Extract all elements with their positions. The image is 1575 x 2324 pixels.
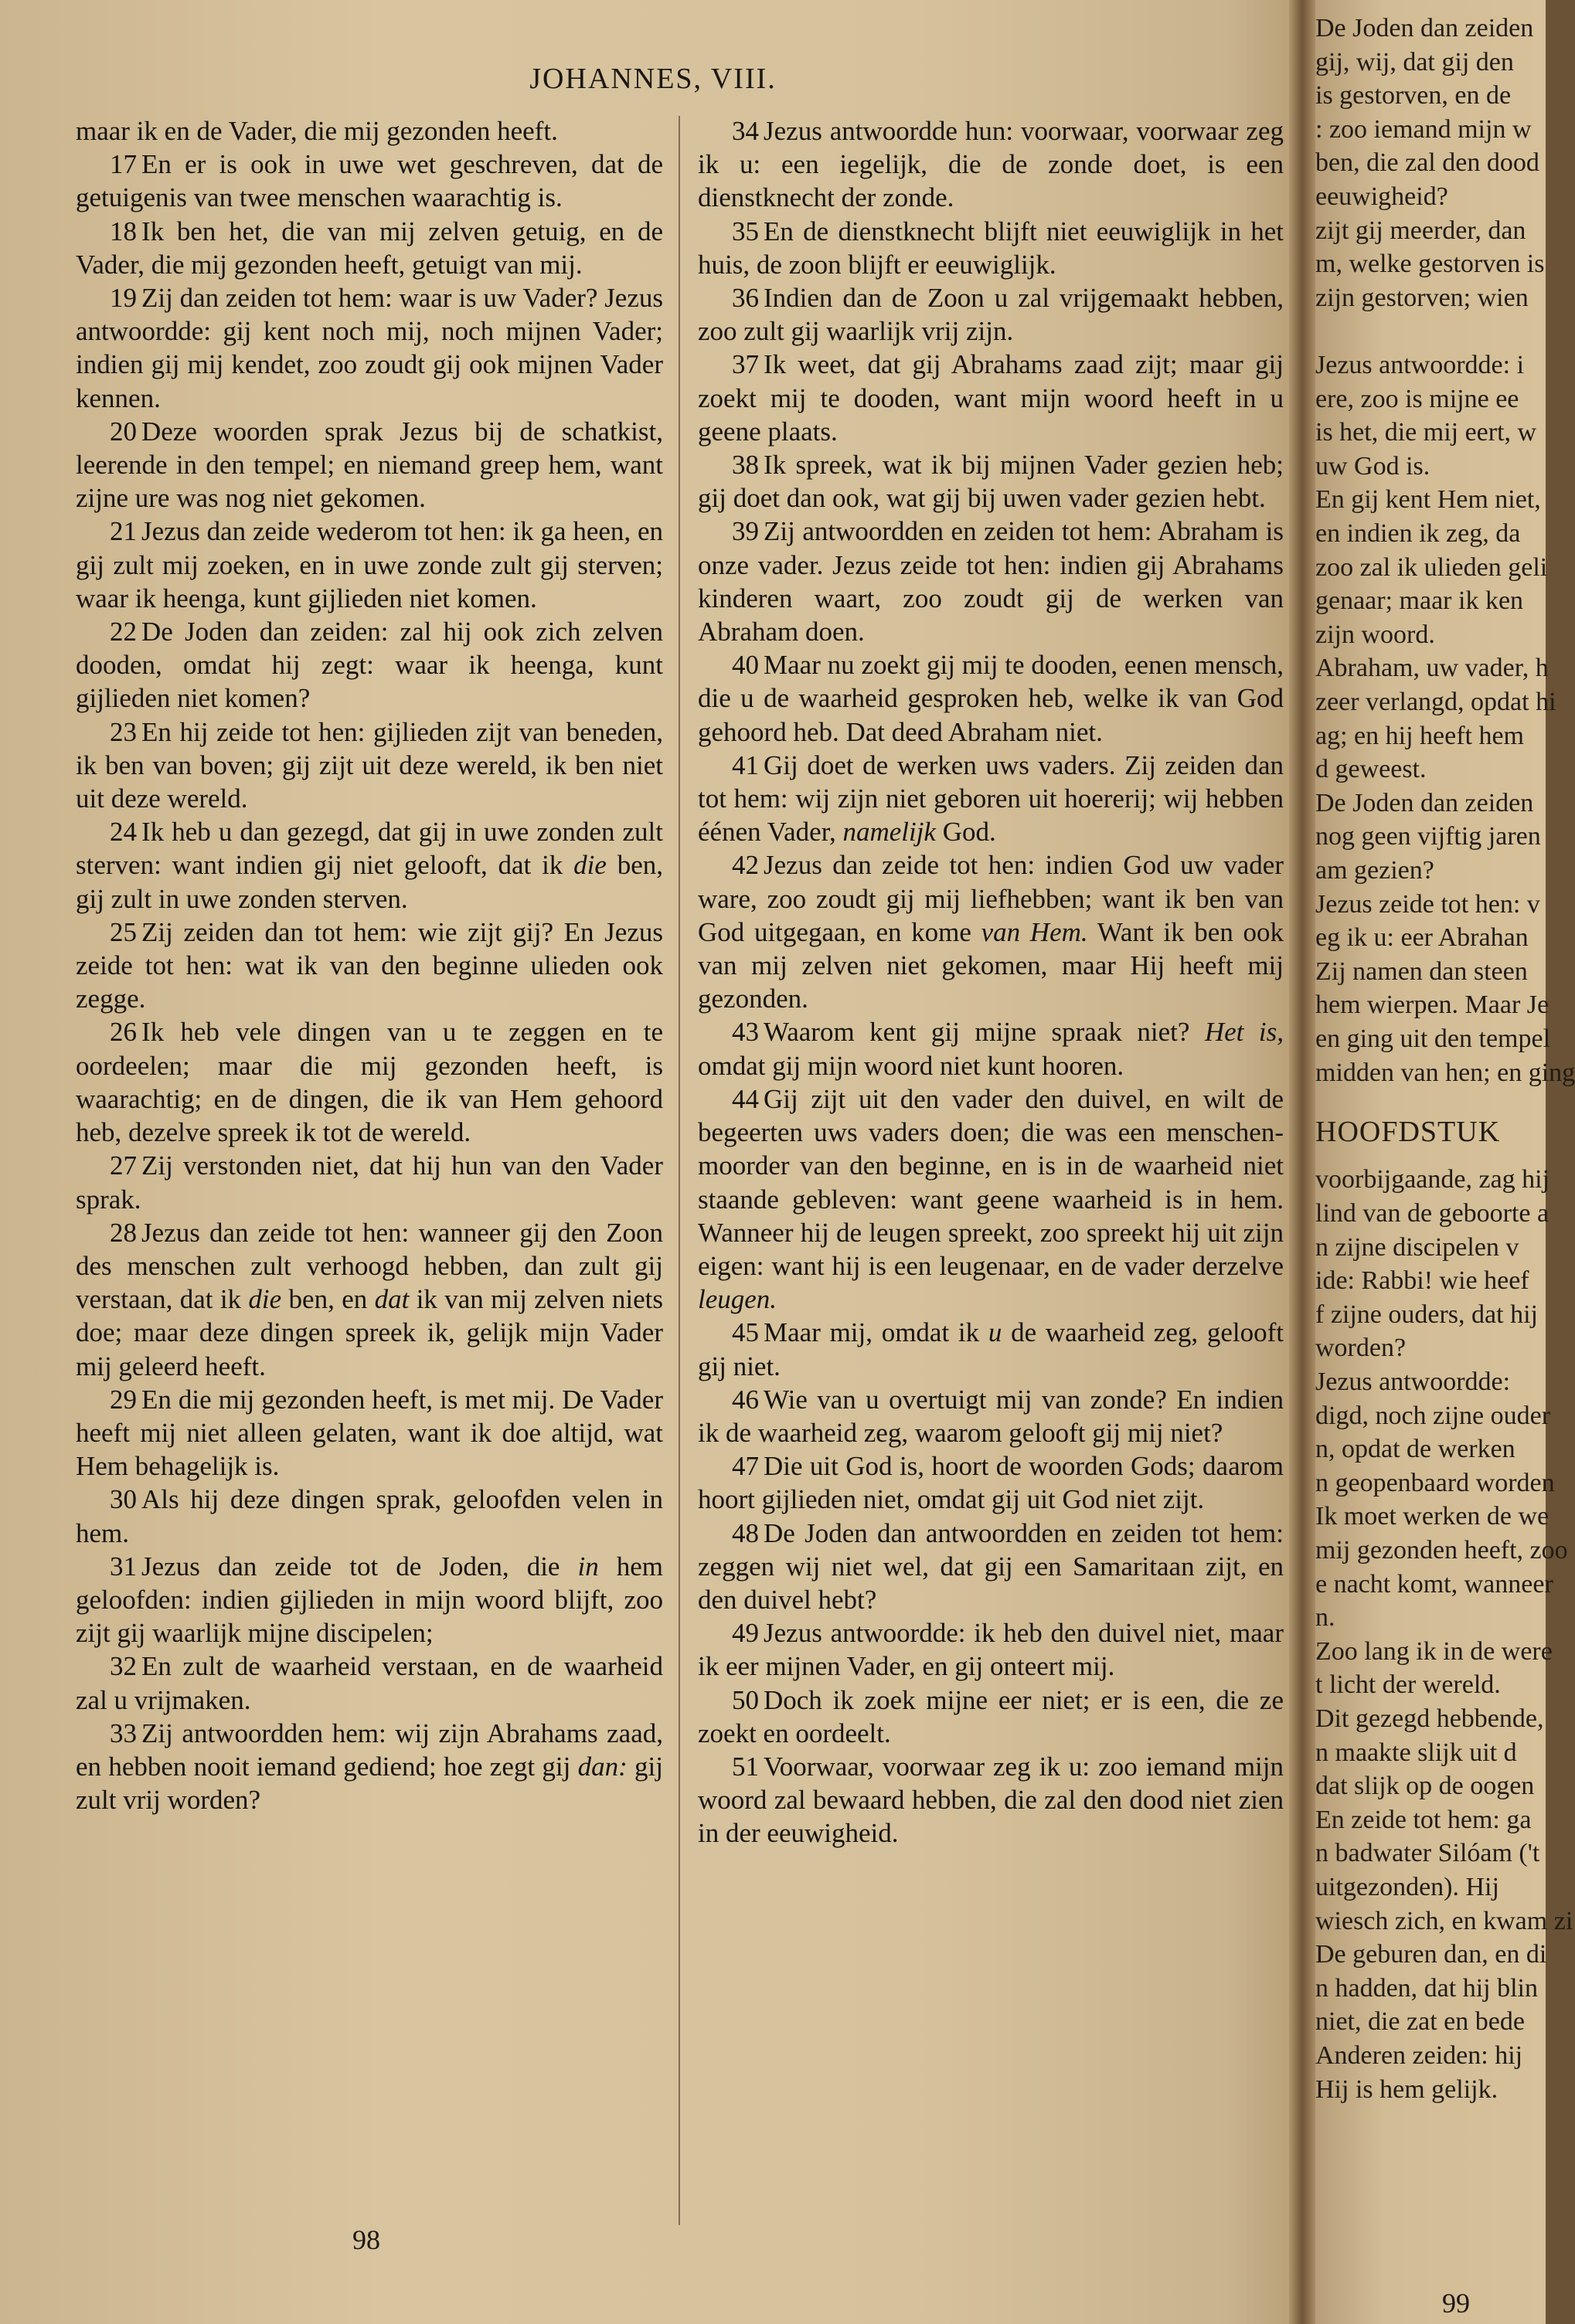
verse-number: 33 — [110, 1718, 137, 1748]
verse-number: 31 — [110, 1551, 137, 1582]
right-page-line: am gezien? — [1315, 856, 1434, 885]
verse-number: 22 — [110, 617, 137, 647]
verse-number: 34 — [732, 116, 759, 146]
right-page-line: genaar; maar ik ken — [1315, 586, 1524, 616]
verse-text: Die uit God is, hoort de woorden Gods; daarom hoort gijlieden niet, omdat gij uit God niet zijt. — [698, 1451, 1284, 1515]
verse-number: 40 — [732, 650, 759, 681]
right-page-line: dat slijk op de oogen — [1315, 1772, 1535, 1801]
verse-number: 30 — [110, 1484, 137, 1515]
verse-number: 46 — [732, 1384, 759, 1415]
right-page-line: en ging uit den tempel — [1315, 1024, 1551, 1053]
text-column-right — [698, 114, 1284, 1850]
verse — [76, 815, 663, 916]
right-page-line: en indien ik zeg, da — [1315, 519, 1521, 548]
verse-number: 39 — [732, 516, 759, 547]
right-page-line: eg ik u: eer Abrahan — [1315, 923, 1529, 953]
verse — [698, 1449, 1284, 1516]
verse-text: Maar mij, omdat ik — [764, 1317, 988, 1348]
verse-text: Zij zeiden dan tot hem: wie zijt gij? En Jezus zeide tot hen: wat ik van den beginne ulieden ook zegge. — [76, 916, 663, 1014]
right-page-line: n, opdat de werken — [1315, 1435, 1515, 1464]
verse — [76, 615, 663, 715]
right-page-line: Anderen zeiden: hij — [1315, 2041, 1523, 2070]
verse-number: 24 — [110, 817, 137, 848]
verse-text: Jezus dan zeide tot hen: wanneer gij den Zoon des menschen zult verhoogd hebben, dan zult gij verstaan, dat ik — [76, 1217, 663, 1315]
right-page-line: zijn woord. — [1315, 620, 1435, 649]
verse-text: En hij zeide tot hen: gijlieden zijt van beneden, ik ben van boven; gij zijt uit deze wereld, ik ben niet uit deze wereld. — [76, 716, 663, 814]
verse-number: 50 — [732, 1684, 759, 1715]
verse — [698, 1616, 1284, 1683]
verse — [698, 1015, 1284, 1082]
right-page-line: zijn gestorven; wien — [1315, 283, 1529, 312]
verse — [698, 1383, 1284, 1449]
verse-number: 27 — [110, 1150, 137, 1181]
verse-text: hem geloofden: indien gijlieden in mijn woord blijft, zoo zijt gij waarlijk mijne discipelen; — [76, 1551, 663, 1649]
running-head: JOHANNES, VIII. — [529, 63, 777, 95]
verse — [76, 1483, 663, 1549]
verse-text: Voorwaar, voorwaar zeg ik u: zoo iemand mijn woord zal bewaard hebben, die zal den dood niet zien in der eeuwigheid. — [698, 1751, 1284, 1849]
verse-number: 36 — [732, 283, 759, 314]
verse — [76, 916, 663, 1016]
page-number-left: 98 — [352, 2224, 380, 2255]
page-number-right: 99 — [1442, 2288, 1470, 2319]
italic-text: dat — [374, 1284, 410, 1315]
right-page-line: worden? — [1315, 1334, 1407, 1363]
verse — [698, 1684, 1284, 1750]
verse — [698, 215, 1284, 281]
verse — [698, 281, 1284, 348]
verse-text: Zij antwoordden hem: wij zijn Abrahams zaad, en hebben nooit iemand gediend; hoe zegt gij — [76, 1718, 663, 1782]
verse — [76, 715, 663, 816]
verse-text: De Joden dan zeiden: zal hij ook zich zelven dooden, omdat hij zegt: waar ik heenga, kunt gijlieden niet komen? — [76, 617, 663, 714]
verse — [76, 1015, 663, 1149]
verse-text: Gij zijt uit den vader den duivel, en wilt de begeerten uws vaders doen; die was een menschen-moorder van den beginne, en is in de waarheid niet staande gebleven: want geene waarheid is in hem. Wanneer hij de leugen spreekt, zoo spreekt hij uit zijn eigen: want hij is een leugenaar, en de vader derzelve — [698, 1083, 1284, 1281]
right-page-line: nog geen vijftig jaren — [1315, 822, 1541, 851]
verse-text: Jezus dan zeide tot hen: indien God uw vader ware, zoo zoudt gij mij liefhebben; want ik ben van God uitgegaan, en kome — [698, 850, 1284, 947]
verse-number: 26 — [110, 1017, 137, 1048]
verse-text: ben, en — [281, 1284, 375, 1315]
verse-text: Gij doet de werken uws vaders. Zij zeiden dan tot hem: wij zijn niet geboren uit hoererij; wij hebben éénen Vader, — [698, 749, 1284, 848]
verse-text: Zij verstonden niet, dat hij hun van den Vader sprak. — [76, 1150, 663, 1215]
verse-text: Jezus antwoordde: ik heb den duivel niet, maar ik eer mijnen Vader, en gij onteert mij. — [698, 1618, 1284, 1682]
italic-text: u — [988, 1317, 1002, 1348]
verse — [698, 848, 1284, 1015]
verse-text: De Joden dan antwoordden en zeiden tot hem: zeggen wij niet wel, dat gij een Samaritaan zijt, en den duivel hebt? — [698, 1517, 1284, 1615]
right-page-line: hem wierpen. Maar Je — [1315, 990, 1549, 1020]
right-page-line: wiesch zich, en kwam zi — [1315, 1906, 1573, 1935]
right-page-line: ben, die zal den dood — [1315, 148, 1539, 178]
verse-number: 45 — [732, 1317, 759, 1348]
verse-text: gij zult vrij worden? — [76, 1751, 663, 1816]
verse-text: Deze woorden sprak Jezus bij de schatkist, leerende in den tempel; en niemand greep hem, want zijne ure was nog niet gekomen. — [76, 416, 663, 514]
verse-number: 18 — [110, 216, 137, 246]
verse-number: 43 — [732, 1017, 759, 1048]
verse-number: 51 — [732, 1751, 759, 1782]
verse-number: 49 — [732, 1618, 759, 1649]
verse-number: 19 — [110, 283, 137, 314]
right-page-line: voorbijgaande, zag hij — [1315, 1165, 1550, 1194]
verse-number: 37 — [732, 349, 759, 380]
right-page-line: midden van hen; en ging — [1315, 1058, 1575, 1087]
verse — [76, 1717, 663, 1817]
right-page-line: Jezus antwoordde: i — [1315, 351, 1525, 379]
right-page-line: n hadden, dat hij blin — [1315, 1973, 1539, 2003]
verse-text: En zult de waarheid verstaan, en de waarheid zal u vrijmaken. — [76, 1651, 663, 1715]
column-divider — [679, 116, 680, 2225]
right-page-line: De Joden dan zeiden — [1315, 14, 1534, 42]
verse-text: Wie van u overtuigt mij van zonde? En indien ik de waarheid zeg, waarom gelooft gij mij niet? — [698, 1384, 1284, 1448]
verse-number: 20 — [110, 416, 137, 447]
verse-text: Ik ben het, die van mij zelven getuig, en de Vader, die mij gezonden heeft, getuigt van mij. — [76, 216, 663, 280]
right-page-partial — [1315, 0, 1575, 2324]
right-page-line: t licht der wereld. — [1315, 1670, 1501, 1700]
verse-text: Ik heb vele dingen van u te zeggen en te oordeelen; maar die mij gezonden heeft, is waarachtig; en de dingen, die ik van Hem gehoord heb, dezelve spreek ik tot de wereld. — [76, 1017, 663, 1148]
verse-number: 32 — [110, 1651, 137, 1682]
verse-text: Ik weet, dat gij Abrahams zaad zijt; maar gij zoekt mij te dooden, want mijn woord heeft in u geene plaats. — [698, 349, 1284, 447]
right-page-line: Jezus antwoordde: — [1315, 1368, 1511, 1396]
verse-text: Zij antwoordden en zeiden tot hem: Abraham is onze vader. Jezus zeide tot hen: indien gij Abrahams kinderen waart, zoo zoudt gij de werken van Abraham doen. — [698, 516, 1284, 647]
right-page-line: m, welke gestorven is — [1315, 250, 1545, 279]
right-page-line: f zijne ouders, dat hij — [1315, 1300, 1538, 1329]
italic-text: van Hem. — [981, 916, 1088, 947]
italic-text: Het is, — [1204, 1017, 1284, 1048]
verse — [698, 448, 1284, 515]
right-page-line: digd, noch zijne ouder — [1315, 1401, 1551, 1430]
verse — [698, 1316, 1284, 1382]
verse-number: 38 — [732, 450, 759, 481]
verse-text: de waarheid zeg, gelooft gij niet. — [698, 1317, 1284, 1381]
right-page-line: n geopenbaard worden — [1315, 1468, 1555, 1497]
verse — [76, 1383, 663, 1483]
verse — [698, 1082, 1284, 1316]
italic-text: die — [573, 850, 607, 881]
right-page-line: lind van de geboorte a — [1315, 1199, 1549, 1228]
right-page-line: zijt gij meerder, dan — [1315, 216, 1526, 245]
right-page-line: Hij is hem gelijk. — [1315, 2074, 1498, 2104]
right-page-line: Zoo lang ik in de were — [1315, 1636, 1553, 1666]
right-page-line: e nacht komt, wanneer — [1315, 1569, 1553, 1599]
verse — [76, 281, 663, 415]
italic-text: leugen. — [698, 1284, 777, 1315]
right-page-line: n badwater Silóam ('t — [1315, 1839, 1540, 1868]
right-page-line: zeer verlangd, opdat hi — [1315, 688, 1556, 716]
verse — [76, 415, 663, 515]
verse-text: Jezus dan zeide tot de Joden, die — [141, 1551, 578, 1582]
right-page-line: De Joden dan zeiden — [1315, 788, 1534, 817]
verse — [76, 1650, 663, 1716]
verse-text: Ik spreek, wat ik bij mijnen Vader gezien heb; gij doet dan ook, wat gij bij uwen vader gezien hebt. — [698, 450, 1284, 514]
right-page-line: niet, die zat en bede — [1315, 2007, 1525, 2037]
right-page-line: uw God is. — [1315, 451, 1430, 481]
verse — [698, 1750, 1284, 1850]
verse — [698, 114, 1284, 215]
verse-text: En er is ook in uwe wet geschreven, dat de getuigenis van twee menschen waarachtig is. — [76, 149, 663, 213]
verse — [76, 1149, 663, 1215]
verse — [76, 114, 663, 148]
right-page-line: n. — [1315, 1603, 1335, 1633]
verse — [698, 749, 1284, 849]
verse — [698, 348, 1284, 448]
right-page-line: is het, die mij eert, w — [1315, 418, 1537, 447]
verse-number: 21 — [110, 516, 137, 547]
right-page-line: Zij namen dan steen — [1315, 956, 1528, 986]
chapter-heading: HOOFDSTUK — [1315, 1115, 1501, 1148]
verse-text: God. — [935, 817, 996, 848]
verse-text: En de dienstknecht blijft niet eeuwiglijk in het huis, de zoon blijft er eeuwiglijk. — [698, 216, 1284, 280]
verse — [698, 648, 1284, 749]
verse-text: Doch ik zoek mijne eer niet; er is een, die ze zoekt en oordeelt. — [698, 1684, 1284, 1748]
verse-text: Waarom kent gij mijne spraak niet? — [764, 1017, 1205, 1048]
verse-number: 28 — [110, 1217, 137, 1248]
verse-text: Zij dan zeiden tot hem: waar is uw Vader? Jezus antwoordde: gij kent noch mij, noch mijnen Vader; indien gij mij kendet, zoo zoudt gij ook mijnen Vader kennen. — [76, 283, 663, 413]
verse-number: 23 — [110, 716, 137, 747]
right-page-line: De geburen dan, en di — [1315, 1940, 1547, 1969]
verse-text: Maar nu zoekt gij mij te dooden, eenen mensch, die u de waarheid gesproken heb, welke ik van God gehoord heb. Dat deed Abraham niet. — [698, 650, 1284, 747]
verse-number: 47 — [732, 1451, 759, 1482]
verse-number: 48 — [732, 1517, 759, 1548]
book-gutter — [1289, 0, 1315, 2324]
right-page-line: Dit gezegd hebbende, — [1315, 1704, 1544, 1733]
right-page-line: gij, wij, dat gij den — [1315, 47, 1514, 76]
verse-text: Jezus antwoordde hun: voorwaar, voorwaar zeg ik u: een iegelijk, die de zonde doet, is een dienstknecht der zonde. — [698, 116, 1284, 213]
right-page-line: mij gezonden heeft, zoo — [1315, 1536, 1568, 1565]
verse-text: Ik heb u dan gezegd, dat gij in uwe zonden zult sterven: want indien gij niet gelooft, dat ik — [76, 817, 663, 881]
verse-number: 41 — [732, 749, 759, 780]
right-page-line: : zoo iemand mijn w — [1315, 114, 1532, 144]
italic-text: dan: — [577, 1751, 628, 1782]
verse-number: 35 — [732, 216, 759, 246]
verse-number: 17 — [110, 149, 137, 180]
verse — [76, 215, 663, 281]
verse — [76, 1216, 663, 1383]
verse — [76, 515, 663, 615]
verse — [698, 1517, 1284, 1617]
right-page-line: ide: Rabbi! wie heef — [1315, 1266, 1529, 1296]
right-page-line: zoo zal ik ulieden geli — [1315, 552, 1548, 582]
verse-text: Als hij deze dingen sprak, geloofden velen in hem. — [76, 1484, 663, 1548]
right-page-line: En zeide tot hem: ga — [1315, 1805, 1532, 1834]
right-page-line: is gestorven, en de — [1315, 81, 1512, 110]
right-page-line: n maakte slijk uit d — [1315, 1738, 1517, 1767]
verse-text: Jezus dan zeide wederom tot hen: ik ga heen, en gij zult mij zoeken, en in uwe zonde zult gij sterven; waar ik heenga, kunt gijlieden niet komen. — [76, 516, 663, 613]
right-page-line: ere, zoo is mijne ee — [1315, 384, 1519, 413]
italic-text: die — [248, 1284, 282, 1315]
verse — [76, 1550, 663, 1650]
right-page-line: ag; en hij heeft hem — [1315, 721, 1525, 750]
verse-number: 44 — [732, 1083, 759, 1114]
verse-text: Indien dan de Zoon u zal vrijgemaakt hebben, zoo zult gij waarlijk vrij zijn. — [698, 283, 1284, 347]
verse-text: maar ik en de Vader, die mij gezonden heeft. — [76, 116, 558, 146]
italic-text: namelijk — [842, 817, 936, 848]
verse — [76, 148, 663, 214]
right-page-line: eeuwigheid? — [1315, 182, 1448, 211]
verse-text: ben, gij zult in uwe zonden sterven. — [76, 850, 663, 914]
right-page-line: Ik moet werken de we — [1315, 1502, 1549, 1531]
italic-text: in — [577, 1551, 599, 1582]
right-page-line: uitgezonden). Hij — [1315, 1873, 1499, 1901]
right-page-line: d geweest. — [1315, 755, 1427, 784]
verse-text: ik van mij zelven niets doe; maar deze dingen spreek ik, gelijk mijn Vader mij geleerd heeft. — [76, 1284, 663, 1381]
right-page-line: n zijne discipelen v — [1315, 1232, 1519, 1262]
right-page-line: Jezus zeide tot hen: v — [1315, 889, 1540, 919]
verse — [698, 515, 1284, 648]
verse-number: 25 — [110, 916, 137, 947]
verse-number: 42 — [732, 850, 759, 881]
verse-text: Want ik ben ook van mij zelven niet gekomen, maar Hij heeft mij gezonden. — [698, 916, 1284, 1014]
verse-text: En die mij gezonden heeft, is met mij. De Vader heeft mij niet alleen gelaten, want ik doe altijd, wat Hem behagelijk is. — [76, 1384, 663, 1482]
verse-text: omdat gij mijn woord niet kunt hooren. — [698, 1050, 1124, 1081]
right-page-line: En gij kent Hem niet, — [1315, 485, 1541, 515]
verse-number: 29 — [110, 1384, 137, 1415]
text-column-left — [76, 114, 663, 1816]
right-page-line: Abraham, uw vader, h — [1315, 654, 1549, 683]
